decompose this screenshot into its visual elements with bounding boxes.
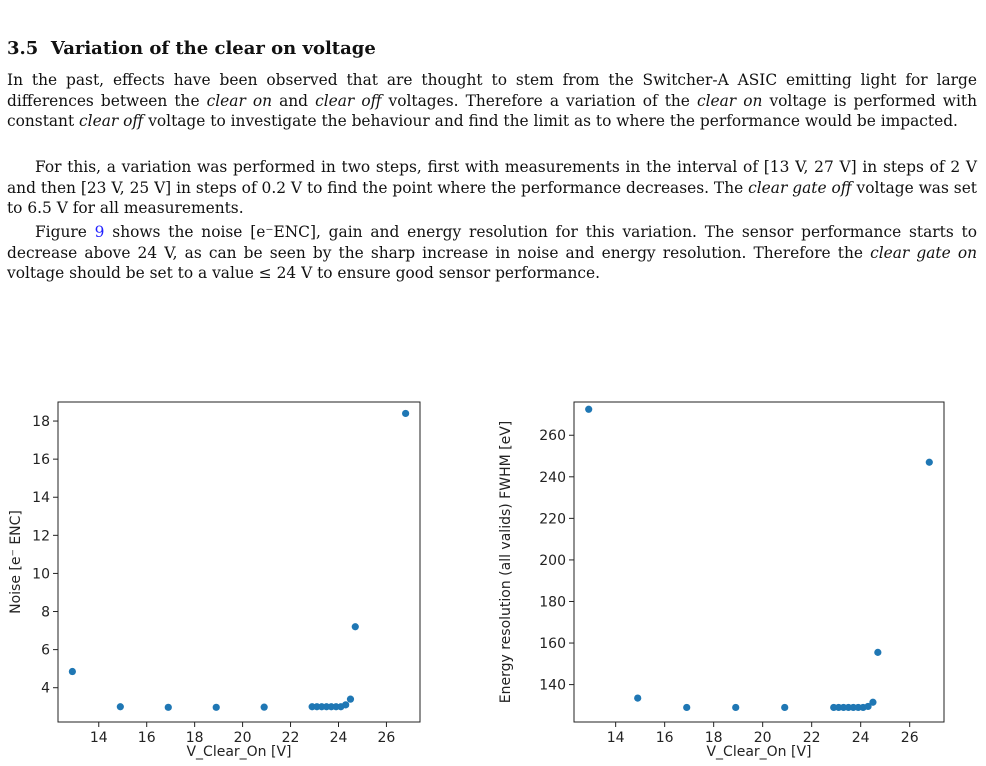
- y-tick-label: 14: [32, 490, 50, 507]
- x-tick-label: 20: [753, 730, 772, 746]
- section-heading: [7, 38, 376, 59]
- y-tick-label: 200: [539, 552, 566, 569]
- paragraph-3: [7, 222, 977, 284]
- x-tick-label: 14: [89, 730, 108, 746]
- p1-italic-4: clear off: [79, 112, 144, 130]
- x-tick-label: 18: [704, 730, 723, 746]
- p3-text-b: shows the noise [e⁻ENC], gain and energy resolution for this variation. The sensor performance starts to decrease above 24 V, as can be seen by the sharp increase in noise and energy resolution. Therefore the: [7, 223, 978, 262]
- x-axis-label: V_Clear_On [V]: [186, 744, 292, 760]
- y-tick-label: 160: [539, 636, 566, 653]
- x-tick-label: 24: [329, 730, 348, 746]
- eres-data-point: [926, 459, 933, 466]
- noise-data-point: [402, 410, 409, 417]
- p2-italic-1: clear gate off: [748, 178, 852, 197]
- x-axis-label: V_Clear_On [V]: [706, 744, 812, 760]
- p3-text-a: Figure: [35, 223, 95, 241]
- noise-data-point: [165, 704, 172, 711]
- x-tick-label: 22: [281, 730, 300, 746]
- plot-frame: [574, 402, 944, 722]
- noise-data-point: [352, 623, 359, 630]
- x-tick-label: 20: [233, 730, 252, 746]
- p1-text-a: In the past, effects have been observed that are thought to stem from the Switcher-A ASIC emitting light for large differences between the: [7, 71, 977, 110]
- eres-data-point: [634, 695, 641, 702]
- eres-data-point: [869, 699, 876, 706]
- y-tick-label: 260: [539, 428, 566, 445]
- eres-data-point: [874, 649, 881, 656]
- y-tick-label: 18: [32, 414, 50, 431]
- y-axis-label: Energy resolution (all valids) FWHM [eV]: [498, 420, 514, 704]
- y-tick-label: 180: [539, 594, 566, 611]
- p1-text-b: and: [272, 91, 316, 110]
- y-tick-label: 16: [32, 452, 50, 469]
- y-tick-label: 220: [539, 511, 566, 528]
- y-axis-label: Noise [e⁻ ENC]: [8, 510, 24, 614]
- paragraph-2: [7, 157, 977, 219]
- p2-text-b: voltage was set to 6.5 V for all measurements.: [7, 178, 977, 217]
- noise-scatter-chart: [0, 400, 440, 766]
- noise-data-point: [117, 703, 124, 710]
- x-tick-label: 24: [851, 730, 870, 746]
- y-tick-label: 12: [32, 528, 50, 545]
- p1-text-c: voltages. Therefore a variation of the: [381, 91, 697, 110]
- noise-data-point: [69, 668, 76, 675]
- x-tick-label: 16: [137, 730, 156, 746]
- x-tick-label: 22: [802, 730, 821, 746]
- y-tick-label: 6: [41, 642, 50, 659]
- paragraph-1: [7, 70, 977, 132]
- p1-italic-2: clear off: [315, 91, 382, 110]
- figure-reference-link[interactable]: 9: [94, 223, 105, 241]
- y-tick-label: 140: [539, 677, 566, 694]
- eres-data-point: [585, 406, 592, 413]
- p2-text-a: For this, a variation was performed in two steps, first with measurements in the interval of [13 V, 27 V] in steps of 2 V and then [23 V, 25 V] in steps of 0.2 V to find the point where the performance decreases. The: [7, 158, 977, 197]
- y-tick-label: 240: [539, 469, 566, 486]
- p1-italic-3: clear on: [696, 91, 763, 110]
- plot-frame: [58, 402, 420, 722]
- p1-text-d: voltage is performed with constant: [7, 91, 977, 130]
- noise-data-point: [347, 696, 354, 703]
- p3-text-c: voltage should be set to a value ≤ 24 V to ensure good sensor performance.: [7, 264, 601, 282]
- y-tick-label: 4: [41, 680, 50, 697]
- p1-text-e: voltage to investigate the behaviour and find the limit as to where the performance would be impacted.: [143, 112, 958, 130]
- x-tick-label: 26: [377, 730, 396, 746]
- y-tick-label: 10: [32, 566, 50, 583]
- x-tick-label: 26: [900, 730, 919, 746]
- energy-resolution-scatter-chart: [490, 400, 960, 766]
- eres-data-point: [683, 704, 690, 711]
- x-tick-label: 18: [185, 730, 204, 746]
- y-tick-label: 8: [41, 604, 50, 621]
- p1-italic-1: clear on: [206, 91, 273, 110]
- eres-data-point: [732, 704, 739, 711]
- noise-data-point: [261, 704, 268, 711]
- eres-data-point: [781, 704, 788, 711]
- p3-italic-1: clear gate on: [870, 243, 977, 262]
- x-tick-label: 14: [606, 730, 625, 746]
- noise-data-point: [213, 704, 220, 711]
- x-tick-label: 16: [655, 730, 674, 746]
- section-title: Variation of the clear on voltage: [50, 38, 376, 59]
- noise-data-point: [342, 701, 349, 708]
- section-number: 3.5: [7, 38, 39, 59]
